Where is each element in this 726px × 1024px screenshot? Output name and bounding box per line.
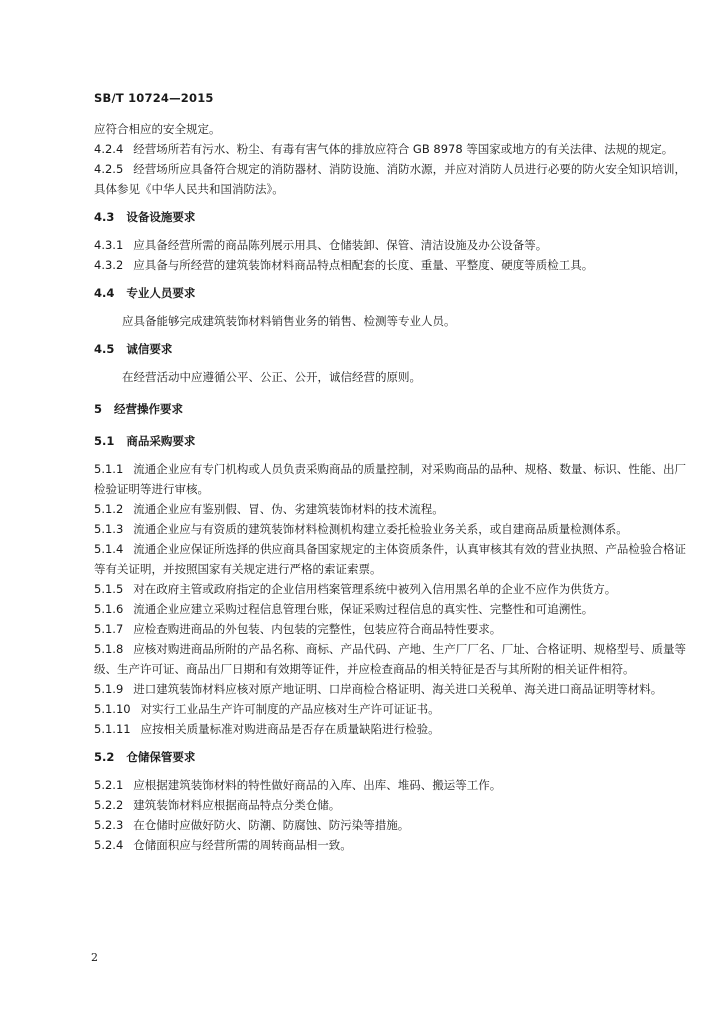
- clause-text: 对实行工业品生产许可制度的产品应核对生产许可证证书。: [140, 702, 440, 716]
- section-title: 诚信要求: [126, 342, 173, 356]
- section-number: 4.4: [94, 286, 115, 300]
- clause-text: 经营场所应具备符合规定的消防器材、消防设施、消防水源，并应对消防人员进行必要的防火安全知识培训，具体参见《中华人民共和国消防法》。: [94, 162, 686, 196]
- clause-5-1-9: [94, 679, 686, 699]
- clause-text: 应检查购进商品的外包装、内包装的完整性，包装应符合商品特性要求。: [133, 622, 502, 636]
- clause-number: 5.1.6: [94, 602, 124, 616]
- document-body: [94, 119, 686, 855]
- paragraph: 在经营活动中应遵循公平、公正、公开，诚信经营的原则。: [122, 370, 421, 384]
- section-number: 5.1: [94, 434, 115, 448]
- clause-number: 4.3.1: [94, 238, 124, 252]
- section-number: 4.5: [94, 342, 115, 356]
- clause-5-2-1: [94, 775, 686, 795]
- clause-number: 5.1.11: [94, 722, 131, 736]
- section-heading-5-1: [94, 431, 686, 451]
- clause-text: 应具备经营所需的商品陈列展示用具、仓储装卸、保管、清洁设施及办公设备等。: [133, 238, 548, 252]
- clause-text: 仓储面积应与经营所需的周转商品相一致。: [133, 838, 352, 852]
- clause-5-1-2: [94, 499, 686, 519]
- clause-5-2-4: [94, 835, 686, 855]
- section-number: 4.3: [94, 210, 115, 224]
- clause-number: 5.1.5: [94, 582, 124, 596]
- clause-4-3-1: [94, 235, 686, 255]
- paragraph: 应具备能够完成建筑装饰材料销售业务的销售、检测等专业人员。: [122, 314, 456, 328]
- section-title: 设备设施要求: [126, 210, 196, 224]
- clause-number: 5.1.8: [94, 642, 124, 656]
- section-heading-4-3: [94, 207, 686, 227]
- clause-text: 建筑装饰材料应根据商品特点分类仓储。: [133, 798, 341, 812]
- clause-text: 应根据建筑装饰材料的特性做好商品的入库、出库、堆码、搬运等工作。: [133, 778, 502, 792]
- section-title: 专业人员要求: [126, 286, 196, 300]
- clause-5-1-4: [94, 539, 686, 579]
- clause-number: 4.2.4: [94, 142, 124, 156]
- clause-4-3-2: [94, 255, 686, 275]
- clause-number: 5.1.4: [94, 542, 124, 556]
- section-title: 商品采购要求: [126, 434, 196, 448]
- clause-text: 经营场所若有污水、粉尘、有毒有害气体的排放应符合 GB 8978 等国家或地方的有关法律、法规的规定。: [133, 142, 674, 156]
- section-number: 5.2: [94, 750, 115, 764]
- page-number: 2: [91, 951, 98, 964]
- clause-5-1-6: [94, 599, 686, 619]
- clause-text: 应按相关质量标准对购进商品是否存在质量缺陷进行检验。: [140, 722, 440, 736]
- clause-number: 5.1.10: [94, 702, 131, 716]
- clause-text: 流通企业应建立采购过程信息管理台账，保证采购过程信息的真实性、完整性和可追溯性。: [133, 602, 594, 616]
- clause-5-1-8: [94, 639, 686, 679]
- clause-number: 5.1.9: [94, 682, 124, 696]
- clause-number: 5.2.3: [94, 818, 124, 832]
- clause-number: 5.2.2: [94, 798, 124, 812]
- section-heading-5-2: [94, 747, 686, 767]
- clause-number: 4.2.5: [94, 162, 124, 176]
- clause-4-2-5: [94, 159, 686, 199]
- clause-5-1-11: [94, 719, 686, 739]
- clause-5-1-7: [94, 619, 686, 639]
- clause-number: 5.1.1: [94, 462, 124, 476]
- section-number: 5: [94, 402, 103, 416]
- clause-5-1-5: [94, 579, 686, 599]
- section-title: 经营操作要求: [114, 402, 184, 416]
- clause-4-2-4: [94, 139, 686, 159]
- clause-text: 应具备与所经营的建筑装饰材料商品特点相配套的长度、重量、平整度、硬度等质检工具。: [133, 258, 594, 272]
- clause-5-1-1: [94, 459, 686, 499]
- clause-text: 流通企业应有鉴别假、冒、伪、劣建筑装饰材料的技术流程。: [133, 502, 444, 516]
- clause-number: 5.1.3: [94, 522, 124, 536]
- clause-5-1-10: [94, 699, 686, 719]
- clause-number: 5.1.2: [94, 502, 124, 516]
- section-heading-4-4: [94, 283, 686, 303]
- clause-number: 5.2.4: [94, 838, 124, 852]
- clause-number: 5.1.7: [94, 622, 124, 636]
- clause-number: 5.2.1: [94, 778, 124, 792]
- section-title: 仓储保管要求: [126, 750, 196, 764]
- clause-text: 对在政府主管或政府指定的企业信用档案管理系统中被列入信用黑名单的企业不应作为供货方。: [133, 582, 617, 596]
- clause-number: 4.3.2: [94, 258, 124, 272]
- clause-text: 进口建筑装饰材料应核对原产地证明、口岸商检合格证明、海关进口关税单、海关进口商品证明等材料。: [133, 682, 663, 696]
- section-heading-4-5: [94, 339, 686, 359]
- clause-text: 流通企业应有专门机构或人员负责采购商品的质量控制，对采购商品的品种、规格、数量、标识、性能、出厂检验证明等进行审核。: [94, 462, 686, 496]
- clause-text: 流通企业应保证所选择的供应商具备国家规定的主体资质条件，认真审核其有效的营业执照、产品检验合格证等有关证明，并按照国家有关规定进行严格的索证索票。: [94, 542, 686, 576]
- standard-code: SB/T 10724—2015: [94, 91, 214, 105]
- clause-text: 应核对购进商品所附的产品名称、商标、产品代码、产地、生产厂厂名、厂址、合格证明、规格型号、质量等级、生产许可证、商品出厂日期和有效期等证件，并应检查商品的相关特征是否与其所附的相关证件相符。: [94, 642, 686, 676]
- clause-5-2-2: [94, 795, 686, 815]
- clause-text: 流通企业应与有资质的建筑装饰材料检测机构建立委托检验业务关系，或自建商品质量检测体系。: [133, 522, 628, 536]
- paragraph: 应符合相应的安全规定。: [94, 122, 221, 136]
- clause-5-2-3: [94, 815, 686, 835]
- clause-text: 在仓储时应做好防火、防潮、防腐蚀、防污染等措施。: [133, 818, 410, 832]
- chapter-heading-5: [94, 399, 686, 419]
- clause-5-1-3: [94, 519, 686, 539]
